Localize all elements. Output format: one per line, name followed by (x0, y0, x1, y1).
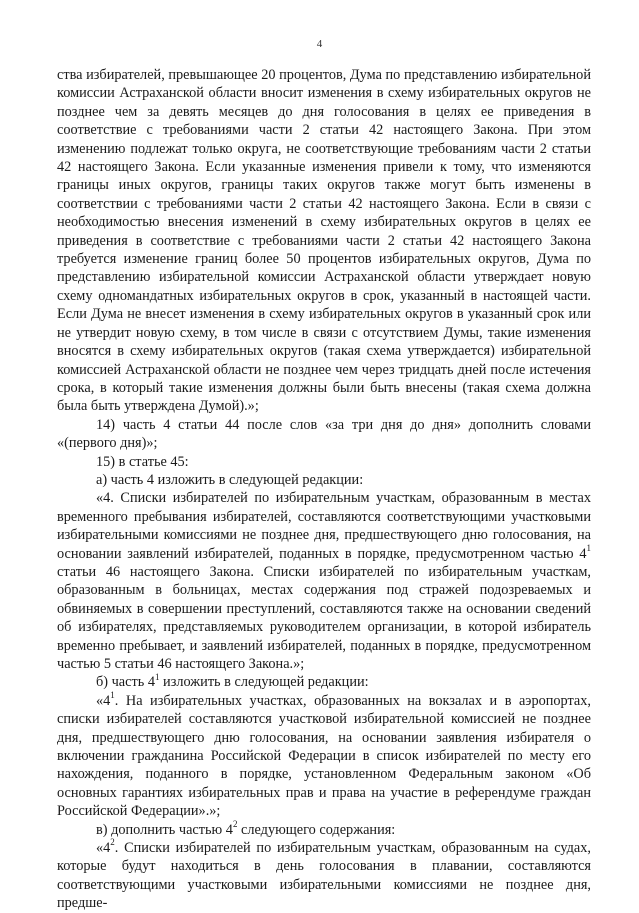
page-number: 4 (316, 38, 323, 50)
superscript: 1 (110, 690, 115, 701)
text-segment: «4 (96, 692, 111, 709)
paragraph-subitem-v (57, 818, 591, 839)
paragraph-item-15: 15) в статье 45: (96, 453, 189, 470)
paragraph-subitem-b (57, 673, 591, 691)
text-segment: в) дополнить частью 4 (96, 821, 233, 838)
text-segment: «4. Списки избирателей по избирательным участкам, образованным в местах временного пребывания избирателей, составляются соответствующими участковыми избирательными комиссиями не позднее дня, предшествующего дню голосования, на основании заявлений избирателей, поданных в порядке, предусмотренном частью 4 (57, 490, 591, 562)
paragraph-part-4 (57, 489, 591, 673)
paragraph-part-4-1 (57, 692, 591, 821)
text-segment: следующего содержания: (237, 821, 396, 838)
text-segment: . На избирательных участках, образованных на вокзалах и в аэропортах, списки избирателей составляются участковой избирательной комиссией не позднее дня, предшествующего дню голосования, на основании заявления избирателя о включении гражданина Российской Федерации в список избирателей по месту его нахождения, поданного в порядке, установленном Федеральным законом «Об основных гарантиях избирательных прав и права на участие в референдуме граждан Российской Федерации».»; (57, 692, 591, 820)
paragraph-part-4-2 (57, 839, 591, 913)
paragraph-subitem-a: а) часть 4 изложить в следующей редакции: (96, 471, 364, 488)
paragraph-item-14: 14) часть 4 статьи 44 после слов «за три дня до дня» дополнить словами «(первого дня)»; (57, 416, 591, 452)
text-segment: . Списки избирателей по избирательным участкам, образованным на судах, которые будут находиться в день голосования в плавании, составляются соответствующими участковыми избирательными комиссиями не позднее дня, предше- (57, 840, 591, 912)
document-body (57, 66, 591, 913)
text-segment: статьи 46 настоящего Закона. Списки избирателей по избирательным участкам, образованным в больницах, местах содержания под стражей подозреваемых и обвиняемых в совершении преступлений, составляются также на основании сведений об избирателях, представляемых руководителем организации, в которой избиратель временно пребывает, и заявлений избирателей, поданных в порядке, предусмотренном частью 5 статьи 46 настоящего Закона.»; (57, 563, 591, 672)
text-segment: б) часть 4 (96, 674, 155, 691)
superscript: 1 (154, 671, 160, 682)
text-segment: «4 (96, 840, 111, 857)
superscript: 1 (586, 542, 591, 553)
paragraph-continuation: ства избирателей, превышающее 20 процентов, Дума по представлению избирательной комиссии Астраханской области вносит изменения в схему избирательных округов не позднее чем за девять месяцев до дня голосования в целях ее приведения в соответствие с требованиями части 2 статьи 42 настоящего Закона. При этом изменению подлежат только округа, не соответствующие требованиям части 2 статьи 42 настоящего Закона. Если указанные изменения привели к тому, что изменяются границы иных округов, границы таких округов также могут быть изменены в соответствии с требованиями части 2 статьи 42 настоящего Закона. Если в связи с необходимостью внесения изменений в схему избирательных округов в целях ее приведения в соответствие с требованиями части 2 статьи 42 настоящего Закона требуется изменение границ более 50 процентов избирательных округов, Дума по представлению избирательной комиссии Астраханской области утверждает новую схему одномандатных избирательных округов в срок, указанный в настоящей части. Если Дума не внесет изменения в схему избирательных округов в указанный срок или не утвердит новую схему, в том числе в связи с отсутствием Думы, такие изменения вносятся в схему избирательных округов (такая схема утверждается) избирательной комиссией Астраханской области не позднее чем через тридцать дней после истечения срока, в который такие изменения должны были быть внесены (такая схема должна была быть утверждена Думой).»; (57, 67, 591, 415)
superscript: 2 (110, 837, 115, 848)
superscript: 2 (232, 818, 238, 829)
text-segment: изложить в следующей редакции: (159, 674, 369, 691)
